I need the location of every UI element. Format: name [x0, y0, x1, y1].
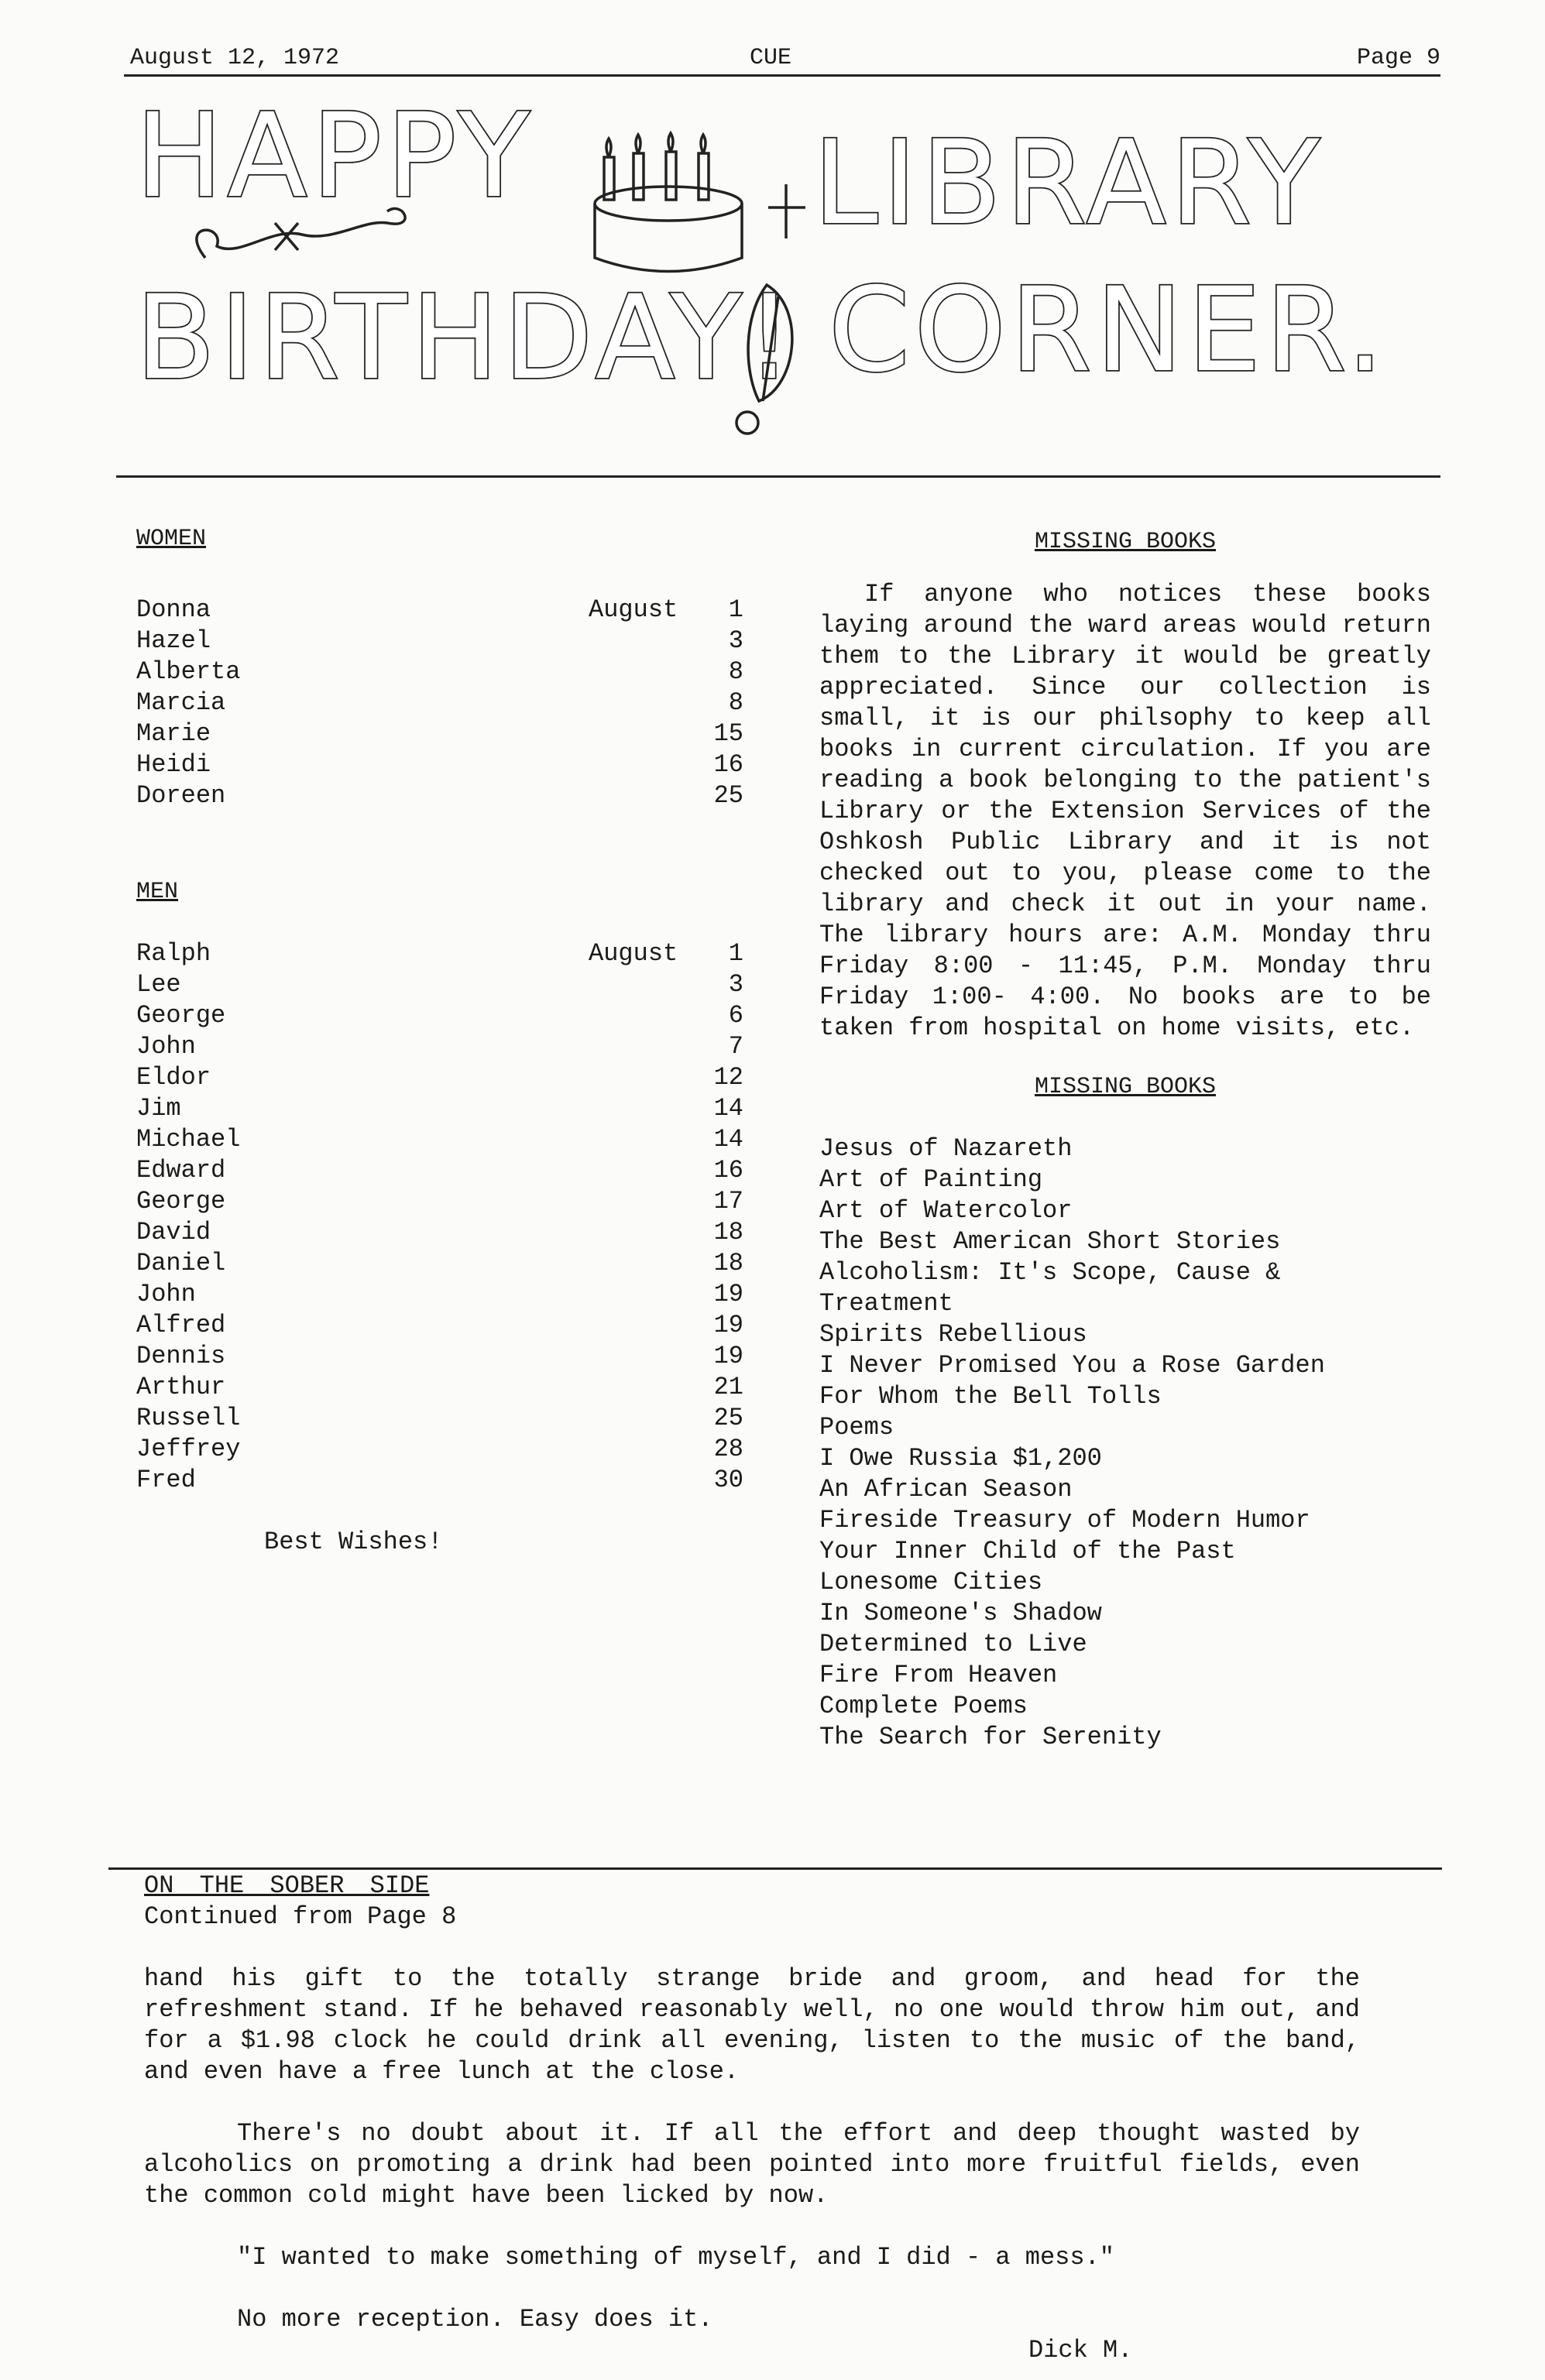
- birthday-name: Russell: [136, 1404, 241, 1432]
- birthday-name: Dennis: [136, 1342, 226, 1370]
- birthday-name: Doreen: [136, 781, 226, 810]
- missing-book-title: In Someone's Shadow: [819, 1599, 1102, 1627]
- birthday-day: 3: [728, 970, 743, 999]
- women-birthday-row: [136, 595, 756, 626]
- article-continued: Continued from Page 8: [144, 1902, 457, 1931]
- birthday-name: Jim: [136, 1094, 181, 1123]
- women-birthday-row: [136, 749, 756, 780]
- birthday-day: 18: [713, 1249, 743, 1277]
- missing-books-heading: MISSING BOOKS: [1034, 529, 1217, 555]
- birthday-name: Michael: [136, 1125, 241, 1154]
- banner-word-happy: HAPPY: [136, 91, 534, 224]
- birthday-day: 8: [728, 688, 743, 717]
- birthday-day: 16: [713, 750, 743, 779]
- birthday-day: 15: [713, 719, 743, 748]
- missing-books-list: [819, 1133, 1431, 1753]
- birthday-day: 1: [728, 595, 743, 624]
- article-signature: Dick M.: [1028, 2336, 1133, 2365]
- men-birthday-row: [136, 1186, 756, 1217]
- birthday-month: August: [589, 595, 678, 624]
- article-heading: ON THE SOBER SIDE: [144, 1871, 430, 1900]
- birthday-name: Marcia: [136, 688, 226, 717]
- missing-books-notice: If anyone who notices these books laying around the ward areas would return them to the Library it would be greatly appreciated. Since our collection is small, it is our philsophy to keep all books in current circulation. If you are reading a book belonging to the patient's Library or the Extension Services of the Oshkosh Public Library and it is not checked out to you, please come to the library and check it out in your name. The library hours are: A.M. Monday thru Friday 8:00 - 11:45, P.M. Monday thru Friday 1:00- 4:00. No books are to be taken from hospital on home visits, etc.: [819, 580, 1431, 1042]
- women-birthday-row: [136, 626, 756, 657]
- men-birthday-row: [136, 1248, 756, 1279]
- missing-books-list-heading: MISSING BOOKS: [1034, 1074, 1217, 1100]
- missing-book-title: For Whom the Bell Tolls: [819, 1382, 1162, 1411]
- birthday-name: Marie: [136, 719, 211, 748]
- men-birthday-row: [136, 1403, 756, 1434]
- missing-book-title: Lonesome Cities: [819, 1568, 1043, 1596]
- birthday-name: Alberta: [136, 657, 241, 686]
- men-birthday-row: [136, 1031, 756, 1062]
- birthday-name: Donna: [136, 595, 211, 624]
- birthday-day: 6: [728, 1001, 743, 1030]
- missing-book-title: Treatment: [819, 1289, 953, 1318]
- birthday-day: 25: [713, 781, 743, 810]
- banner: [132, 91, 1448, 455]
- cross-mark-icon: [768, 184, 805, 238]
- banner-word-birthday: BIRTHDAY!: [136, 271, 798, 406]
- missing-book-title: Poems: [819, 1413, 894, 1442]
- birthday-month: August: [589, 939, 678, 968]
- women-heading: WOMEN: [136, 526, 207, 552]
- birthday-day: 19: [713, 1342, 743, 1370]
- women-birthday-row: [136, 688, 756, 718]
- page-number: Page 9: [1356, 45, 1440, 71]
- men-list: [136, 938, 756, 1496]
- birthday-day: 18: [713, 1218, 743, 1247]
- birthday-name: Edward: [136, 1156, 226, 1185]
- missing-book-title: The Best American Short Stories: [819, 1227, 1281, 1256]
- birthday-name: Alfred: [136, 1311, 226, 1339]
- birthday-day: 19: [713, 1311, 743, 1339]
- women-birthday-row: [136, 780, 756, 811]
- missing-book-title: Jesus of Nazareth: [819, 1134, 1073, 1163]
- missing-book-title: Complete Poems: [819, 1692, 1028, 1720]
- birthday-name: Fred: [136, 1466, 196, 1494]
- birthday-name: Eldor: [136, 1063, 211, 1092]
- missing-book-title: I Never Promised You a Rose Garden: [819, 1351, 1325, 1380]
- birthday-day: 17: [713, 1187, 743, 1216]
- birthday-day: 3: [728, 626, 743, 655]
- missing-book-title: An African Season: [819, 1475, 1073, 1504]
- issue-date: August 12, 1972: [130, 45, 340, 71]
- men-heading: MEN: [136, 879, 179, 905]
- men-birthday-row: [136, 1093, 756, 1124]
- birthday-day: 12: [713, 1063, 743, 1092]
- men-birthday-row: [136, 1372, 756, 1403]
- banner-rule: [116, 475, 1440, 478]
- missing-book-title: The Search for Serenity: [819, 1723, 1162, 1751]
- missing-book-title: Alcoholism: It's Scope, Cause &: [819, 1258, 1281, 1287]
- men-birthday-row: [136, 1155, 756, 1186]
- men-birthday-row: [136, 1217, 756, 1248]
- missing-book-title: Your Inner Child of the Past: [819, 1537, 1236, 1566]
- men-birthday-row: [136, 1434, 756, 1465]
- birthday-day: 7: [728, 1032, 743, 1061]
- birthday-name: Ralph: [136, 939, 211, 968]
- birthday-name: Hazel: [136, 626, 211, 655]
- missing-book-title: Art of Painting: [819, 1165, 1043, 1194]
- missing-books-section: [819, 526, 1431, 1753]
- birthday-name: Jeffrey: [136, 1435, 241, 1463]
- men-birthday-row: [136, 969, 756, 1000]
- men-birthday-row: [136, 1062, 756, 1093]
- women-birthday-row: [136, 657, 756, 688]
- birthday-name: Lee: [136, 970, 181, 999]
- section-rule: [108, 1867, 1442, 1870]
- birthday-list: [136, 523, 756, 1558]
- missing-book-title: Art of Watercolor: [819, 1196, 1073, 1225]
- article-paragraph-1: hand his gift to the totally strange bride and groom, and head for the refreshment stand. If he behaved reasonably well, no one would throw him out, and for a $1.98 clock he could drink all evening, listen to the music of the band, and even have a free lunch at the close.: [144, 1964, 1360, 2086]
- birthday-day: 1: [728, 939, 743, 968]
- men-birthday-row: [136, 1310, 756, 1341]
- men-birthday-row: [136, 1279, 756, 1310]
- men-birthday-row: [136, 1465, 756, 1496]
- birthday-name: George: [136, 1187, 226, 1216]
- article-quote: "I wanted to make something of myself, and I did - a mess.": [237, 2243, 1114, 2272]
- best-wishes: Best Wishes!: [264, 1528, 443, 1556]
- women-list: [136, 595, 756, 811]
- missing-book-title: Spirits Rebellious: [819, 1320, 1087, 1349]
- birthday-name: John: [136, 1032, 196, 1061]
- birthday-day: 16: [713, 1156, 743, 1185]
- birthday-name: Daniel: [136, 1249, 226, 1277]
- birthday-day: 14: [713, 1125, 743, 1154]
- header-rule: [124, 74, 1440, 77]
- article-paragraph-2: There's no doubt about it. If all the effort and deep thought wasted by alcoholics on promoting a drink had been pointed into more fruitful fields, even the common cold might have been licked by now.: [144, 2119, 1360, 2210]
- men-birthday-row: [136, 1000, 756, 1031]
- missing-book-title: I Owe Russia $1,200: [819, 1444, 1102, 1473]
- birthday-name: George: [136, 1001, 226, 1030]
- birthday-day: 21: [713, 1373, 743, 1401]
- article-paragraph-4: No more reception. Easy does it.: [237, 2305, 713, 2334]
- men-birthday-row: [136, 1124, 756, 1155]
- birthday-day: 8: [728, 657, 743, 686]
- birthday-day: 25: [713, 1404, 743, 1432]
- birthday-cake-icon: [595, 133, 742, 272]
- missing-book-title: Determined to Live: [819, 1630, 1087, 1658]
- birthday-name: Heidi: [136, 750, 211, 779]
- men-birthday-row: [136, 1341, 756, 1372]
- birthday-day: 14: [713, 1094, 743, 1123]
- birthday-name: Arthur: [136, 1373, 226, 1401]
- birthday-day: 19: [713, 1280, 743, 1308]
- newsletter-name: CUE: [750, 45, 792, 71]
- birthday-day: 30: [713, 1466, 743, 1494]
- banner-word-library: LIBRARY: [813, 116, 1324, 251]
- banner-word-corner: CORNER.: [829, 263, 1389, 398]
- women-birthday-row: [136, 718, 756, 749]
- sober-side-article: [144, 1871, 1360, 2366]
- birthday-name: John: [136, 1280, 196, 1308]
- missing-book-title: Fire From Heaven: [819, 1661, 1058, 1689]
- birthday-name: David: [136, 1218, 211, 1247]
- birthday-day: 28: [713, 1435, 743, 1463]
- missing-book-title: Fireside Treasury of Modern Humor: [819, 1506, 1310, 1535]
- men-birthday-row: [136, 938, 756, 969]
